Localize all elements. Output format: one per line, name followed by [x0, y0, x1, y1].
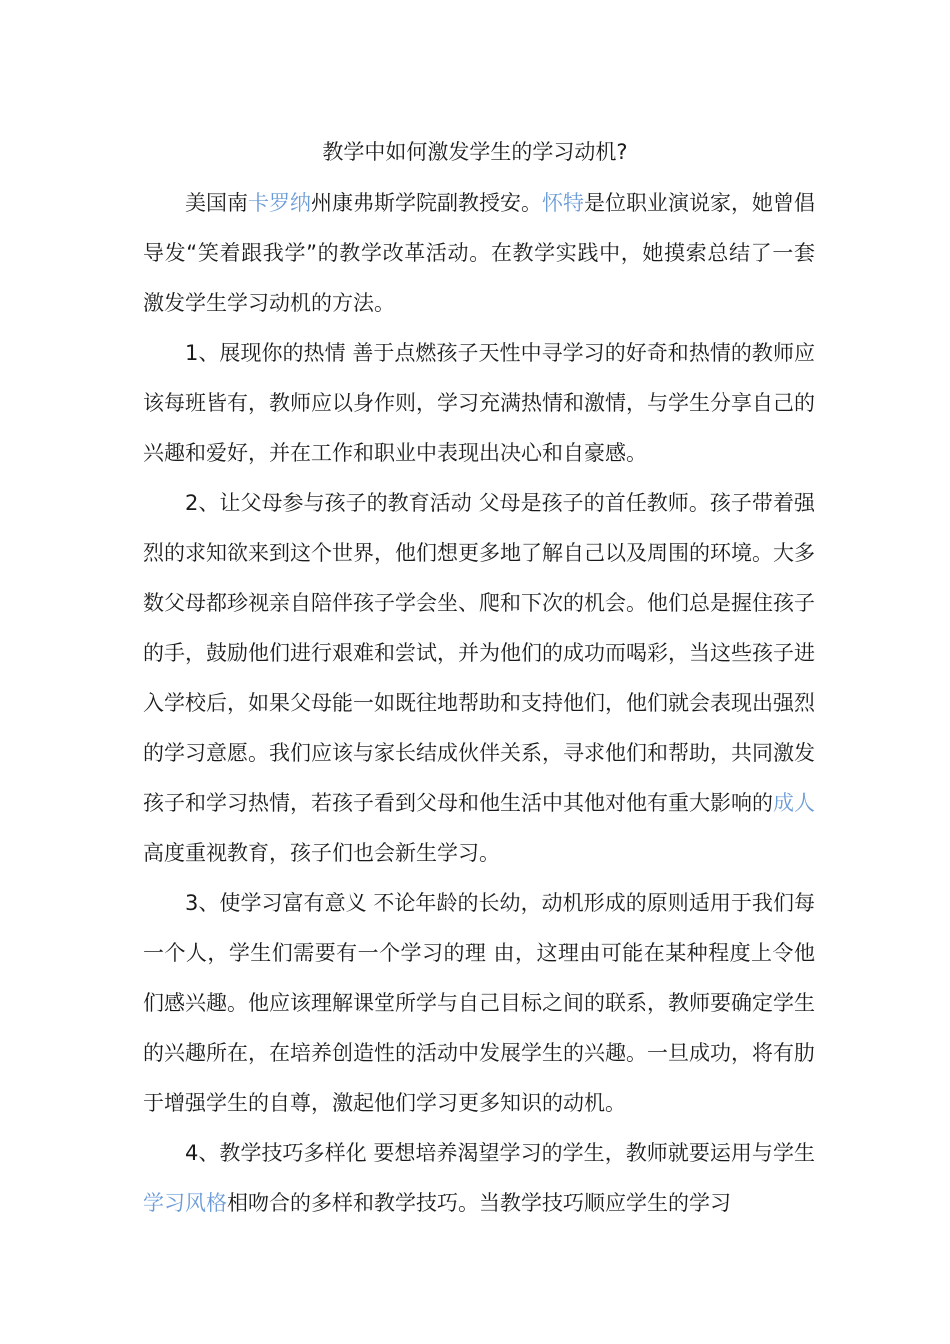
- paragraph-text: 美国南: [185, 191, 248, 215]
- document-body: [143, 178, 815, 1228]
- paragraph-text: 相吻合的多样和教学技巧。当教学技巧顺应学生的学习: [227, 1191, 731, 1215]
- paragraph-text: 1、展现你的热情 善于点燃孩子天性中寻学习的好奇和热情的教师应该每班皆有，教师应以身作则，学习充满热情和激情，与学生分享自己的兴趣和爱好，并在工作和职业中表现出决心和自豪感。: [143, 341, 815, 465]
- paragraph: [143, 878, 815, 1128]
- inline-link[interactable]: 学习风格: [143, 1191, 227, 1215]
- paragraph: [143, 178, 815, 328]
- inline-link[interactable]: 成人: [773, 791, 815, 815]
- paragraph-text: 是位职业演说家，她曾倡导发“笑着跟我学”的教学改革活动。在教学实践中，她摸索总结了一套激发学生学习动机的方法。: [143, 191, 815, 315]
- document-title: 教学中如何激发学生的学习动机?: [322, 140, 628, 164]
- paragraph: [143, 328, 815, 478]
- inline-link[interactable]: 怀特: [542, 191, 584, 215]
- paragraph: [143, 1128, 815, 1228]
- paragraph-text: 州康弗斯学院副教授安。: [311, 191, 542, 215]
- paragraph-text: 3、使学习富有意义 不论年龄的长幼，动机形成的原则适用于我们每一个人，学生们需要有一个学习的理 由，这理由可能在某种程度上令他们感兴趣。他应该理解课堂所学与自己目标之间的联系，教师要确定学生的兴趣所在，在培养创造性的活动中发展学生的兴趣。一旦成功，将有肋于增强学生的自尊，激起他们学习更多知识的动机。: [143, 891, 815, 1115]
- paragraph-text: 4、教学技巧多样化 要想培养渴望学习的学生，教师就要运用与学生: [185, 1141, 815, 1165]
- inline-link[interactable]: 卡罗纳: [248, 191, 311, 215]
- paragraph: [143, 478, 815, 878]
- paragraph-text: 2、让父母参与孩子的教育活动 父母是孩子的首任教师。孩子带着强烈的求知欲来到这个世界，他们想更多地了解自己以及周围的环境。大多数父母都珍视亲自陪伴孩子学会坐、爬和下次的机会。他们总是握住孩子的手，鼓励他们进行艰难和尝试，并为他们的成功而喝彩，当这些孩子进入学校后，如果父母能一如既往地帮助和支持他们，他们就会表现出强烈的学习意愿。我们应该与家长结成伙伴关系，寻求他们和帮助，共同激发孩子和学习热情，若孩子看到父母和他生活中其他对他有重大影响的: [143, 491, 815, 815]
- paragraph-text: 高度重视教育，孩子们也会新生学习。: [143, 841, 500, 865]
